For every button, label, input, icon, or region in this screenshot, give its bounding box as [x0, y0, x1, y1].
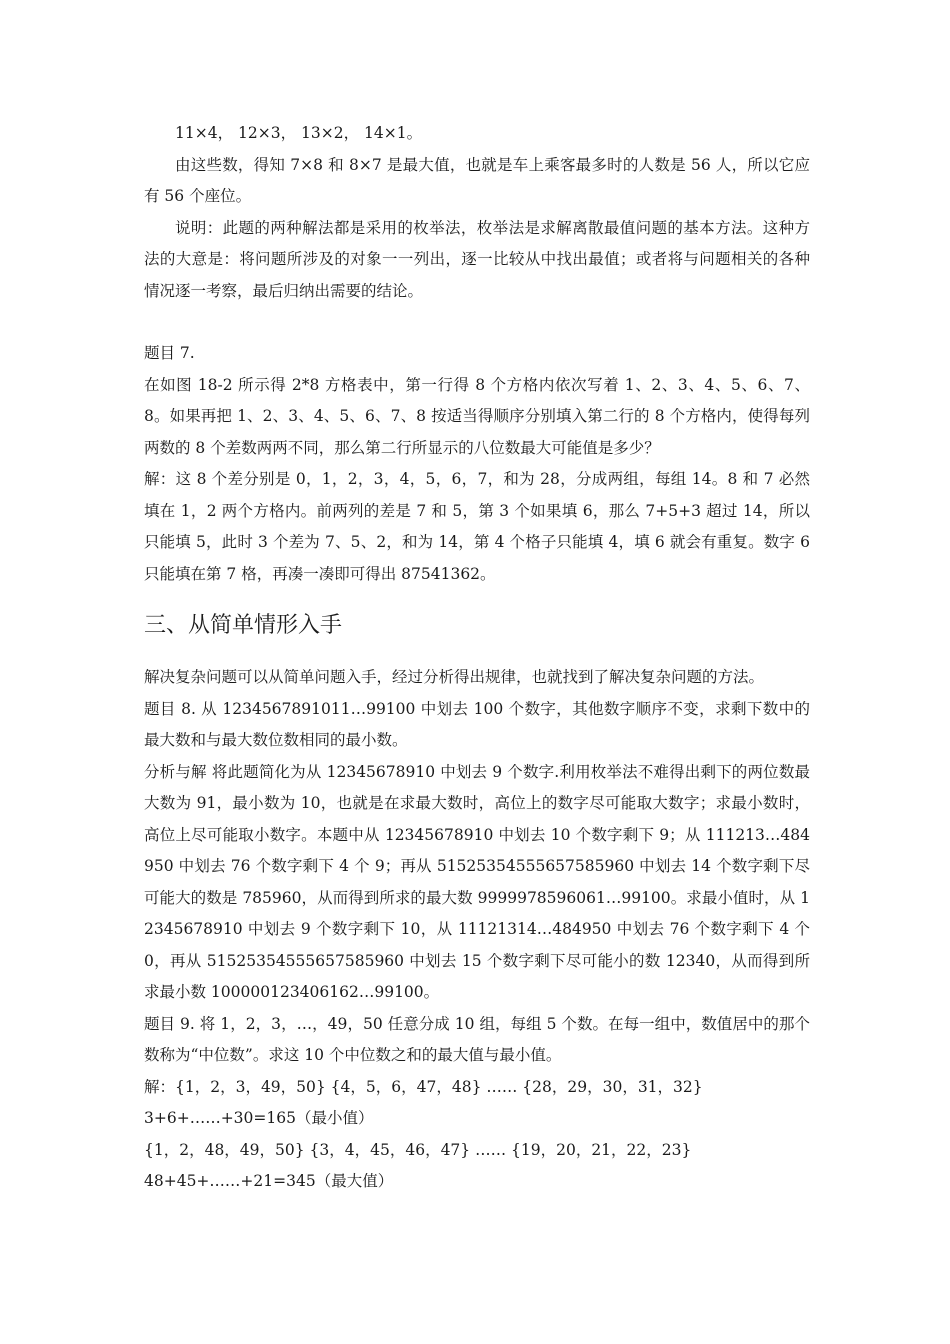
problem-7-body: 在如图 18-2 所示得 2*8 方格表中，第一行得 8 个方格内依次写着 1、2、3、4、5、6、7、8。如果再把 1、2、3、4、5、6、7、8 按适当得顺序分别填入第二行的 8 个方格内，使得每列两数的 8 个差数两两不同，那么第二行所显示的八位数最大可能值是多少？ [144, 375, 810, 457]
spacer [144, 590, 810, 604]
max-value-paragraph: 由这些数，得知 7×8 和 8×7 是最大值，也就是车上乘客最多时的人数是 56 人，所以它应有 56 个座位。 [144, 155, 810, 205]
section-intro: 解决复杂问题可以从简单问题入手，经过分析得出规律，也就找到了解决复杂问题的方法。 [144, 668, 765, 686]
explanation-paragraph: 说明：此题的两种解法都是采用的枚举法，枚举法是求解离散最值问题的基本方法。这种方法的大意是：将问题所涉及的对象一一列出，逐一比较从中找出最值；或者将与问题相关的各种情况逐一考察，最后归纳出需要的结论。 [144, 218, 810, 300]
problem-7-solution: 解：这 8 个差分别是 0，1，2，3，4，5，6，7，和为 28，分成两组，每组 14。8 和 7 必然填在 1，2 两个方格内。前两列的差是 7 和 5，第 3 个如果填 6，那么 7+5+3 超过 14，所以只能填 5，此时 3 个差为 7、5、2，和为 14，第 4 个格子只能填 4，填 6 就会有重复。数字 6 只能填在第 7 格，再凑一凑即可得出 87541362。 [144, 470, 810, 583]
problem-9-solution-line-2: 3+6+……+30=165（最小值） [144, 1109, 374, 1127]
problem-9: 题目 9. 将 1，2，3，…，49，50 任意分成 10 组，每组 5 个数。在每一组中，数值居中的那个数称为“中位数”。求这 10 个中位数之和的最大值与最小值。 [144, 1014, 810, 1064]
section-heading: 三、从简单情形入手 [144, 613, 343, 638]
products-line: 11×4， 12×3， 13×2， 14×1。 [175, 124, 423, 142]
problem-8-analysis: 分析与解 将此题简化为从 12345678910 中划去 9 个数字.利用枚举法不难得出剩下的两位数最大数为 91，最小数为 10，也就是在求最大数时，高位上的数字尽可能取大数字；求最小数时，高位上尽可能取小数字。本题中从 12345678910 中划去 10 个数字剩下 9；从 111213…484950 中划去 76 个数字剩下 4 个 9；再从 51525354555657585960 中划去 14 个数字剩下尽可能大的数是 785960，从而得到所求的最大数 9999978596061…99100。求最小值时，从 12345678910 中划去 9 个数字剩下 10，从 11121314…484950 中划去 76 个数字剩下 4 个 0，再从 51525354555657585960 中划去 15 个数字剩下尽可能小的数 12340，从而得到所求最小数 100000123406162…99100。 [144, 762, 810, 1001]
problem-9-solution-line-3: {1，2，48，49，50} {3，4，45，46，47} …… {19，20，21，22，23} [144, 1140, 692, 1159]
problem-9-solution-line-1: 解：{1，2，3，49，50} {4，5，6，47，48} …… {28，29，30，31，32} [144, 1077, 703, 1096]
document-body [144, 118, 810, 1198]
problem-9-solution-line-4: 48+45+……+21=345（最大值） [144, 1172, 394, 1190]
problem-8: 题目 8. 从 1234567891011…99100 中划去 100 个数字，其他数字顺序不变，求剩下数中的最大数和与最大数位数相同的最小数。 [144, 699, 810, 749]
spacer [144, 648, 810, 662]
problem-7-title: 题目 7. [144, 344, 195, 362]
spacer [144, 307, 810, 338]
